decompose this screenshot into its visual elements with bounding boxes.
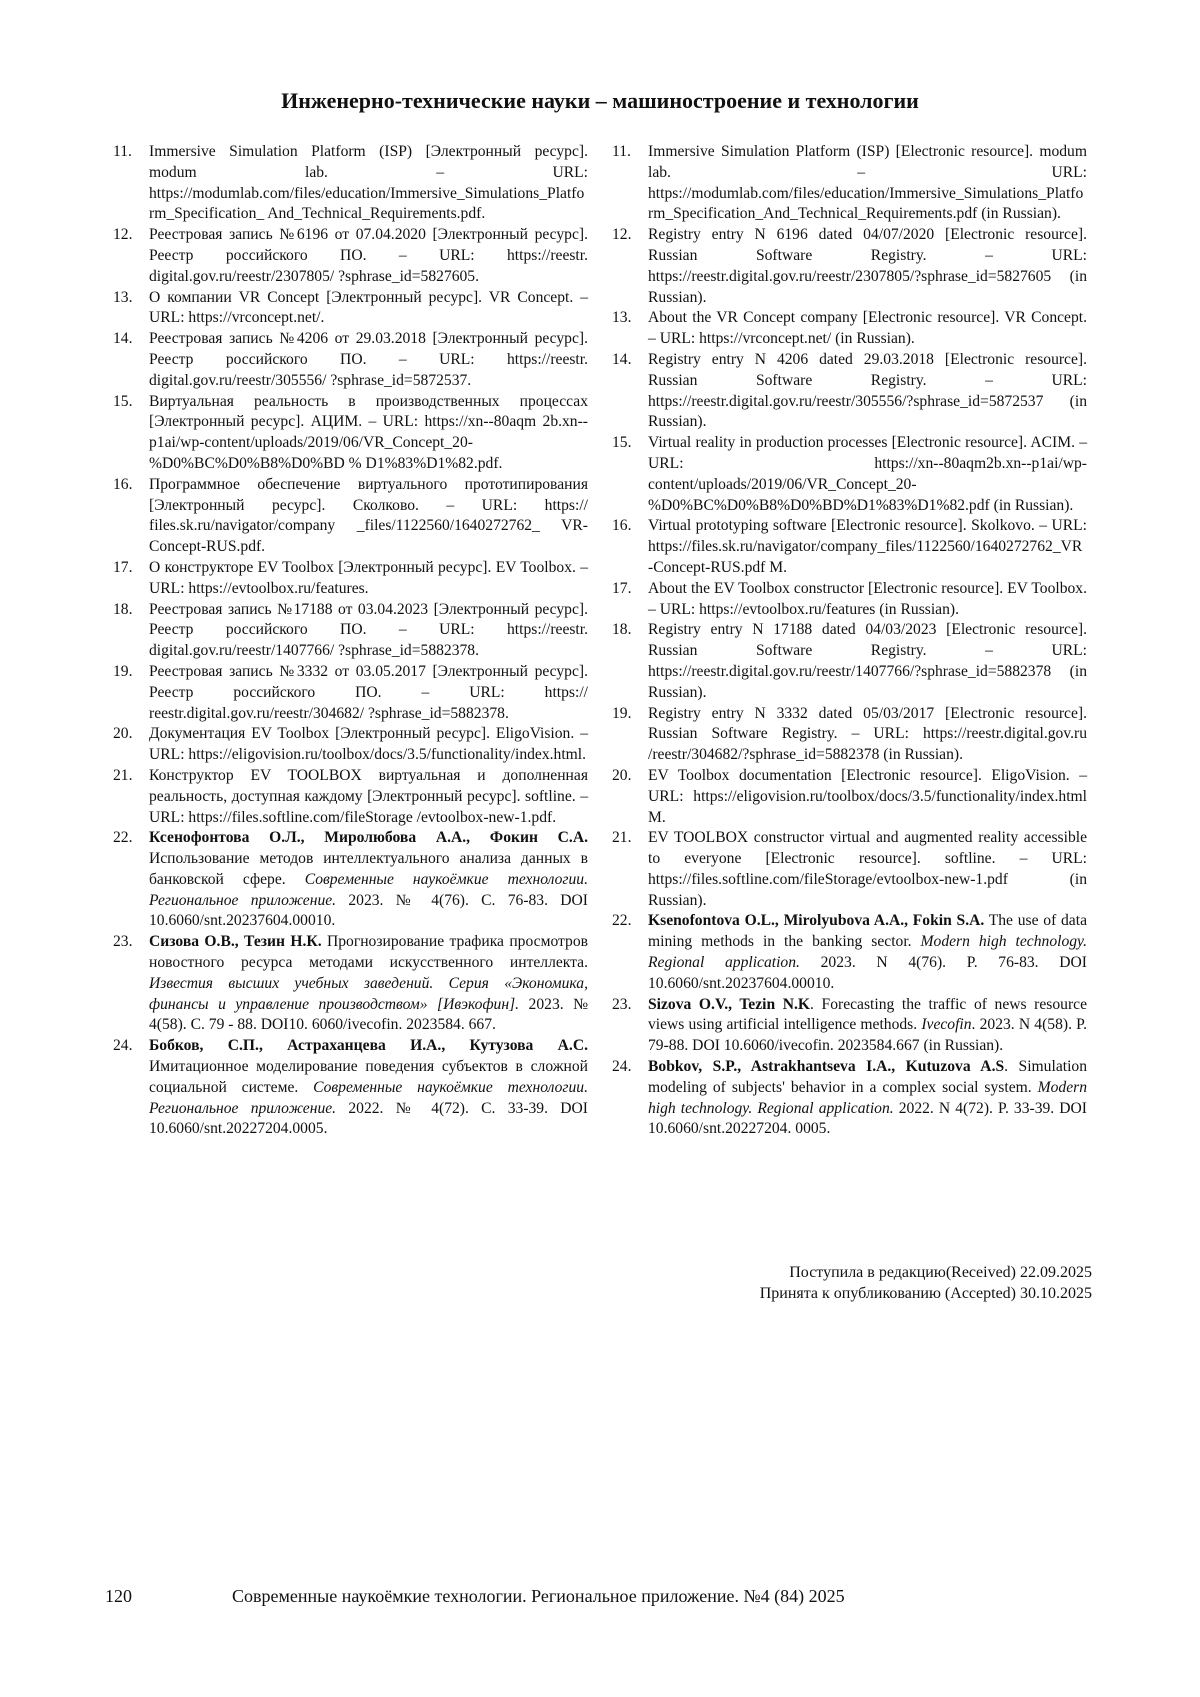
reference-item (612, 704, 1087, 766)
references-russian (113, 142, 588, 1140)
reference-item (113, 225, 588, 287)
reference-authors: Бобков, С.П., Астраханцева И.А., Кутузова А.С. (149, 1037, 588, 1055)
reference-segment: EV Toolbox documentation [Electronic resource]. EligoVision. – URL: https://eligovision.ru/toolbox/docs/3.5/functionality/index.html M. (648, 766, 1087, 826)
reference-number: 20. (612, 766, 632, 784)
reference-authors: Bobkov, S.P., Astrakhantseva I.A., Kutuzova A.S (648, 1058, 1005, 1076)
reference-number: 16. (612, 517, 632, 535)
reference-item (612, 620, 1087, 703)
reference-item (113, 766, 588, 828)
reference-item (113, 932, 588, 1036)
reference-item (113, 329, 588, 391)
reference-number: 23. (113, 933, 133, 951)
reference-segment: 2023. N 4(76). P. 76-83. DOI 10.6060/snt.20237604.00010. (648, 954, 1087, 992)
reference-segment: Использование методов интеллектуального анализа данных в банковской сфере. (149, 850, 588, 888)
reference-item (113, 1036, 588, 1140)
reference-number: 18. (113, 600, 133, 618)
reference-text (149, 724, 588, 766)
reference-authors: Sizova O.V., Tezin N.K (648, 995, 811, 1013)
reference-segment: Immersive Simulation Platform (ISP) [Электронный ресурс]. modum lab. – URL: https://modumlab.com/files/education/Immersive_Simulations_Platform_Specification_ And_Technical_Requirements.pdf. (149, 143, 588, 223)
reference-segment: Конструктор EV TOOLBOX виртуальная и дополненная реальность, доступная каждому [Электронный ресурс]. softline. – URL: https://files.softline.com/fileStorage /evtoolbox-new-1.pdf. (149, 766, 588, 826)
reference-number: 22. (113, 829, 133, 847)
reference-segment: EV TOOLBOX constructor virtual and augmented reality accessible to everyone [Electronic resource]. softline. – URL: https://files.softline.com/fileStorage/evtoolbox-new-1.pdf (in Russian). (648, 829, 1087, 909)
reference-segment: 2022. N 4(72). P. 33-39. DOI 10.6060/snt.20227204. 0005. (648, 1099, 1087, 1138)
reference-text (149, 329, 588, 391)
reference-text (648, 766, 1087, 828)
reference-source: Современные наукоёмкие технологии. Региональное приложение. (149, 870, 588, 909)
reference-text (149, 225, 588, 287)
reference-segment: Имитационное моделирование поведения субъектов в сложной социальной системе. (149, 1058, 588, 1096)
reference-text (648, 516, 1087, 578)
reference-source: Ivecofin (921, 1016, 972, 1034)
reference-segment: 2022. № 4(72). С. 33-39. DOI 10.6060/snt.20227204.0005. (149, 1099, 588, 1138)
reference-number: 20. (113, 725, 133, 743)
reference-segment: Прогнозирование трафика просмотров новостного ресурса методами искусственного интеллекта. (149, 933, 588, 972)
reference-text (648, 828, 1087, 911)
reference-text (149, 600, 588, 662)
reference-item (113, 392, 588, 475)
reference-segment: О конструкторе EV Toolbox [Электронный ресурс]. EV Toolbox. – URL: https://evtoolbox.ru/features. (149, 558, 588, 597)
reference-text (648, 911, 1087, 994)
reference-number: 24. (113, 1037, 133, 1055)
reference-number: 23. (612, 995, 632, 1013)
reference-text (648, 620, 1087, 703)
reference-source: Modern high technology. Regional application. (648, 1078, 1087, 1117)
reference-segment: Virtual prototyping software [Electronic resource]. Skolkovo. – URL: https://files.sk.ru/navigator/company_files/1122560/1640272762_VR-Concept-RUS.pdf M. (648, 517, 1087, 576)
reference-number: 19. (612, 704, 632, 722)
reference-number: 15. (113, 392, 133, 410)
reference-text (149, 1036, 588, 1140)
reference-item (612, 911, 1087, 994)
reference-segment: Программное обеспечение виртуального прототипирования [Электронный ресурс]. Сколково. – URL: https:// files.sk.ru/navigator/company _files/1122560/1640272762_ VR-Concept-RUS.pdf. (149, 475, 588, 556)
reference-segment: Immersive Simulation Platform (ISP) [Electronic resource]. modum lab. – URL: https://modumlab.com/files/education/Immersive_Simulations_Platform_Specification_And_Technical_Requirements.pdf (in Russian). (648, 143, 1087, 223)
reference-item (113, 662, 588, 724)
reference-text (648, 142, 1087, 225)
reference-source: Modern high technology. Regional application. (648, 933, 1088, 972)
reference-segment: Реестровая запись №4206 от 29.03.2018 [Электронный ресурс]. Реестр российского ПО. – URL: https://reestr. digital.gov.ru/reestr/305556/ ?sphrase_id=5872537. (149, 330, 588, 389)
reference-number: 22. (612, 912, 632, 930)
reference-segment: Документация EV Toolbox [Электронный ресурс]. EligoVision. – URL: https://eligovision.ru/toolbox/docs/3.5/functionality/index.html. (149, 725, 588, 764)
reference-segment: Registry entry N 17188 dated 04/03/2023 [Electronic resource]. Russian Software Registry. – URL: https://reestr.digital.gov.ru/reestr/1407766/?sphrase_id=5882378 (in Russian). (648, 621, 1087, 701)
reference-segment: О компании VR Concept [Электронный ресурс]. VR Concept. – URL: https://vrconcept.net/. (149, 288, 588, 327)
reference-item (612, 828, 1087, 911)
reference-item (612, 579, 1087, 621)
reference-segment: Registry entry N 3332 dated 05/03/2017 [Electronic resource]. Russian Software Registry. – URL: https://reestr.digital.gov.ru /reestr/304682/?sphrase_id=5882378 (in Russian). (648, 704, 1087, 764)
reference-text (648, 579, 1087, 621)
reference-segment: 2023. № 4(76). С. 76-83. DOI 10.6060/snt.20237604.00010. (149, 891, 588, 930)
reference-number: 21. (113, 766, 133, 784)
reference-segment: About the VR Concept company [Electronic resource]. VR Concept. – URL: https://vrconcept.net/ (in Russian). (648, 309, 1087, 348)
reference-number: 12. (612, 226, 632, 244)
reference-number: 19. (113, 662, 133, 680)
received-date: Поступила в редакцию(Received) 22.09.2025 (789, 1264, 1092, 1281)
reference-number: 21. (612, 829, 632, 847)
reference-segment: The use of data mining methods in the banking sector. (648, 912, 1087, 951)
reference-text (648, 704, 1087, 766)
reference-number: 14. (612, 350, 632, 368)
reference-number: 16. (113, 475, 133, 493)
page-header-title: Инженерно-технические науки – машиностроение и технологии (281, 88, 919, 113)
reference-text (149, 828, 588, 932)
reference-segment: Реестровая запись №6196 от 07.04.2020 [Электронный ресурс]. Реестр российского ПО. – URL: https://reestr. digital.gov.ru/reestr/2307805/ ?sphrase_id=5827605. (149, 226, 588, 285)
reference-text (149, 662, 588, 724)
reference-number: 12. (113, 226, 133, 244)
reference-segment: Registry entry N 6196 dated 04/07/2020 [Electronic resource]. Russian Software Registry. – URL: https://reestr.digital.gov.ru/reestr/2307805/?sphrase_id=5827605 (in Russian). (648, 226, 1087, 306)
reference-text (648, 1057, 1087, 1140)
reference-number: 11. (113, 143, 132, 160)
reference-segment: Реестровая запись №3332 от 03.05.2017 [Электронный ресурс]. Реестр российского ПО. – URL: https:// reestr.digital.gov.ru/reestr/304682/ ?sphrase_id=5882378. (149, 662, 588, 722)
reference-item (612, 433, 1087, 516)
reference-item (612, 766, 1087, 828)
reference-text (648, 350, 1087, 433)
reference-segment: . Forecasting the traffic of news resource views using artificial intelligence methods. (648, 995, 1087, 1034)
reference-item (113, 828, 588, 932)
reference-item (612, 995, 1087, 1057)
reference-item (113, 288, 588, 330)
accepted-date: Принята к опубликованию (Accepted) 30.10.2025 (759, 1285, 1092, 1302)
reference-text (149, 558, 588, 600)
reference-number: 24. (612, 1058, 632, 1076)
reference-source: Современные наукоёмкие технологии. Региональное приложение. (149, 1078, 588, 1117)
reference-text (648, 225, 1087, 308)
reference-authors: Ksenofontova O.L., Mirolyubova A.A., Fokin S.A. (648, 912, 985, 930)
reference-item (612, 308, 1087, 350)
reference-text (149, 932, 588, 1036)
reference-item (113, 142, 588, 225)
reference-source: Известия высших учебных заведений. Серия «Экономика, финансы и управление производством» [Ивэкофин]. (149, 974, 588, 1013)
reference-text (648, 433, 1087, 516)
reference-item (612, 142, 1087, 225)
reference-segment: . Simulation modeling of subjects' behavior in a complex social system. (648, 1058, 1087, 1096)
reference-item (612, 225, 1087, 308)
reference-item (113, 475, 588, 558)
reference-text (149, 475, 588, 558)
reference-text (149, 142, 588, 225)
reference-number: 11. (612, 143, 631, 160)
publication-dates (760, 1262, 1092, 1304)
reference-segment: 2023. № 4(58). С. 79 - 88. DOI10. 6060/ivecofin. 2023584. 667. (149, 995, 588, 1034)
reference-segment: About the EV Toolbox constructor [Electronic resource]. EV Toolbox. – URL: https://evtoolbox.ru/features (in Russian). (648, 579, 1087, 618)
reference-text (648, 308, 1087, 350)
reference-number: 17. (113, 558, 133, 576)
reference-segment: Registry entry N 4206 dated 29.03.2018 [Electronic resource]. Russian Software Registry. – URL: https://reestr.digital.gov.ru/reestr/305556/?sphrase_id=5872537 (in Russian). (648, 350, 1087, 431)
reference-segment: Виртуальная реальность в производственных процессах [Электронный ресурс]. АЦИМ. – URL: https://xn--80aqm 2b.xn-- p1ai/wp-content/uploads/2019/06/VR_Concept_20-%D0%BC%D0%B8%D0%BD % D1%83%D1%82.pdf. (149, 392, 588, 472)
reference-text (149, 392, 588, 475)
reference-authors: Ксенофонтова О.Л., Миролюбова А.А., Фокин С.А. (149, 829, 588, 847)
reference-segment: Реестровая запись №17188 от 03.04.2023 [Электронный ресурс]. Реестр российского ПО. – URL: https://reestr. digital.gov.ru/reestr/1407766/ ?sphrase_id=5882378. (149, 600, 588, 660)
reference-segment: Virtual reality in production processes [Electronic resource]. ACIM. – URL: https://xn--80aqm2b.xn--p1ai/wp-content/uploads/2019/06/VR_Concept_20-%D0%BC%D0%B8%D0%BD%D1%83%D1%82.pdf (in Russian). (648, 434, 1087, 514)
reference-text (648, 995, 1087, 1057)
reference-item (612, 1057, 1087, 1140)
reference-text (149, 288, 588, 330)
reference-item (113, 558, 588, 600)
reference-text (149, 766, 588, 828)
journal-name: Современные наукоёмкие технологии. Региональное приложение. №4 (84) 2025 (232, 1586, 845, 1606)
reference-number: 13. (612, 309, 632, 327)
page-number: 120 (105, 1586, 132, 1606)
reference-number: 13. (113, 288, 133, 306)
reference-number: 14. (113, 330, 133, 348)
reference-item (113, 600, 588, 662)
reference-number: 17. (612, 579, 632, 597)
references-english (612, 142, 1087, 1140)
reference-item (612, 350, 1087, 433)
reference-number: 18. (612, 621, 632, 639)
reference-item (113, 724, 588, 766)
reference-item (612, 516, 1087, 578)
reference-segment: . 2023. N 4(58). P. 79-88. DOI 10.6060/ivecofin. 2023584.667 (in Russian). (648, 1016, 1087, 1055)
reference-authors: Сизова О.В., Тезин Н.К. (149, 933, 322, 951)
reference-number: 15. (612, 434, 632, 452)
